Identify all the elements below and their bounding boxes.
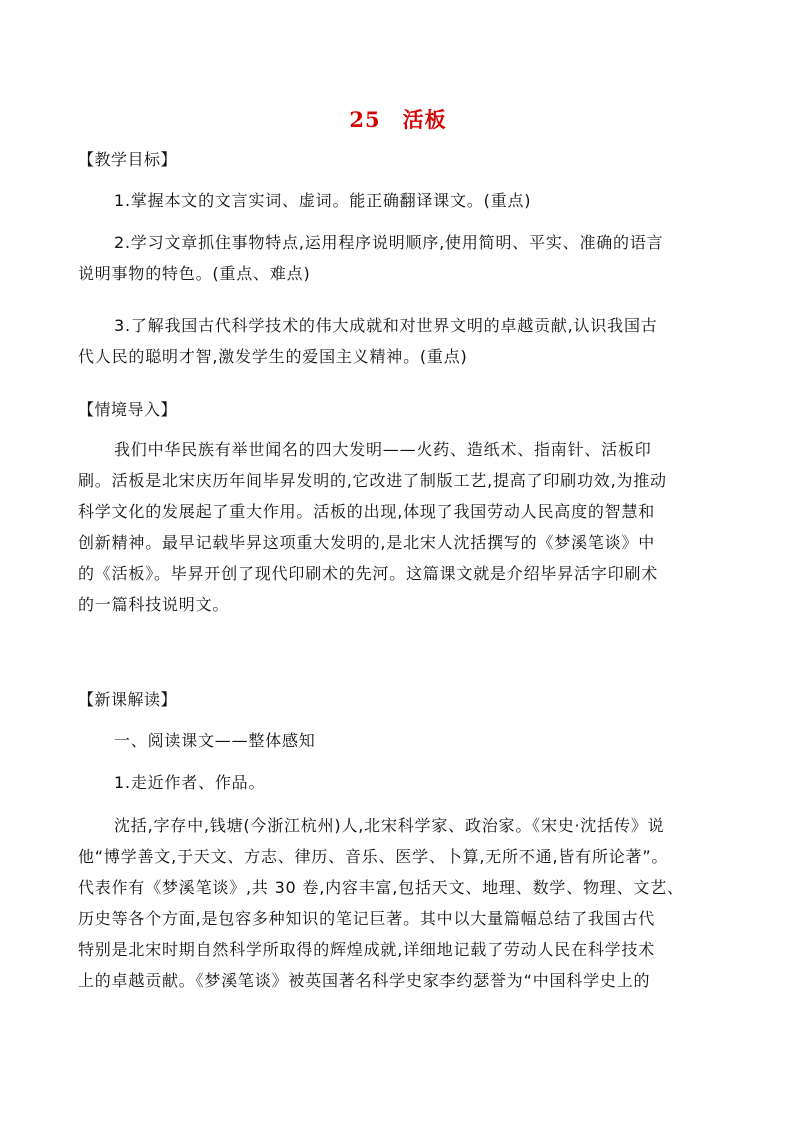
intro-paragraph: 我们中华民族有举世闻名的四大发明——火药、造纸术、指南针、活板印 刷。活板是北宋庆历年间毕昇发明的,它改进了制版工艺,提高了印刷功效,为推动 科学文化的发展起了重大作用。活板的出现,体现了我国劳动人民高度的智慧和 创新精神。最早记载毕昇这项重大发明的,是北宋人沈括撰写的《梦溪笔谈》中 的《活板》。毕昇开创了现代印刷术的先河。这篇课文就是介绍毕昇活字印刷术 的一篇科技说明文。 [78,440,667,614]
section-heading-new-lesson: 【新课解读】 [78,690,178,709]
goal-item-3: 3.了解我国古代科学技术的伟大成就和对世界文明的卓越贡献,认识我国古 代人民的聪明才智,激发学生的爱国主义精神。(重点) [78,316,658,366]
page-title [78,104,718,134]
section-heading-intro: 【情境导入】 [78,400,178,419]
goal-item-2: 2.学习文章抓住事物特点,运用程序说明顺序,使用简明、平实、准确的语言 说明事物的特色。(重点、难点) [78,233,664,283]
part-one-heading: 一、阅读课文——整体感知 [114,731,316,750]
title-text: 活板 [402,108,447,132]
section-heading-goals: 【教学目标】 [78,150,178,169]
title-number: 25 [349,107,381,132]
author-paragraph: 沈括,字存中,钱塘(今浙江杭州)人,北宋科学家、政治家。《宋史·沈括传》说 他“博学善文,于天文、方志、律历、音乐、医学、卜算,无所不通,皆有所论著”。 代表作有《梦溪笔谈》,共 30 卷,内容丰富,包括天文、地理、数学、物理、文艺、 历史等各个方面,是包容多种知识的笔记巨著。其中以大量篇幅总结了我国古代 特别是北宋时期自然科学所取得的辉煌成就,详细地记载了劳动人民在科学技术 上的卓越贡献。《梦溪笔谈》被英国著名科学史家李约瑟誉为“中国科学史上的 [78,816,684,990]
goal-item-1: 1.掌握本文的文言实词、虚词。能正确翻译课文。(重点) [114,191,532,210]
item-one-heading: 1.走近作者、作品。 [114,773,266,792]
